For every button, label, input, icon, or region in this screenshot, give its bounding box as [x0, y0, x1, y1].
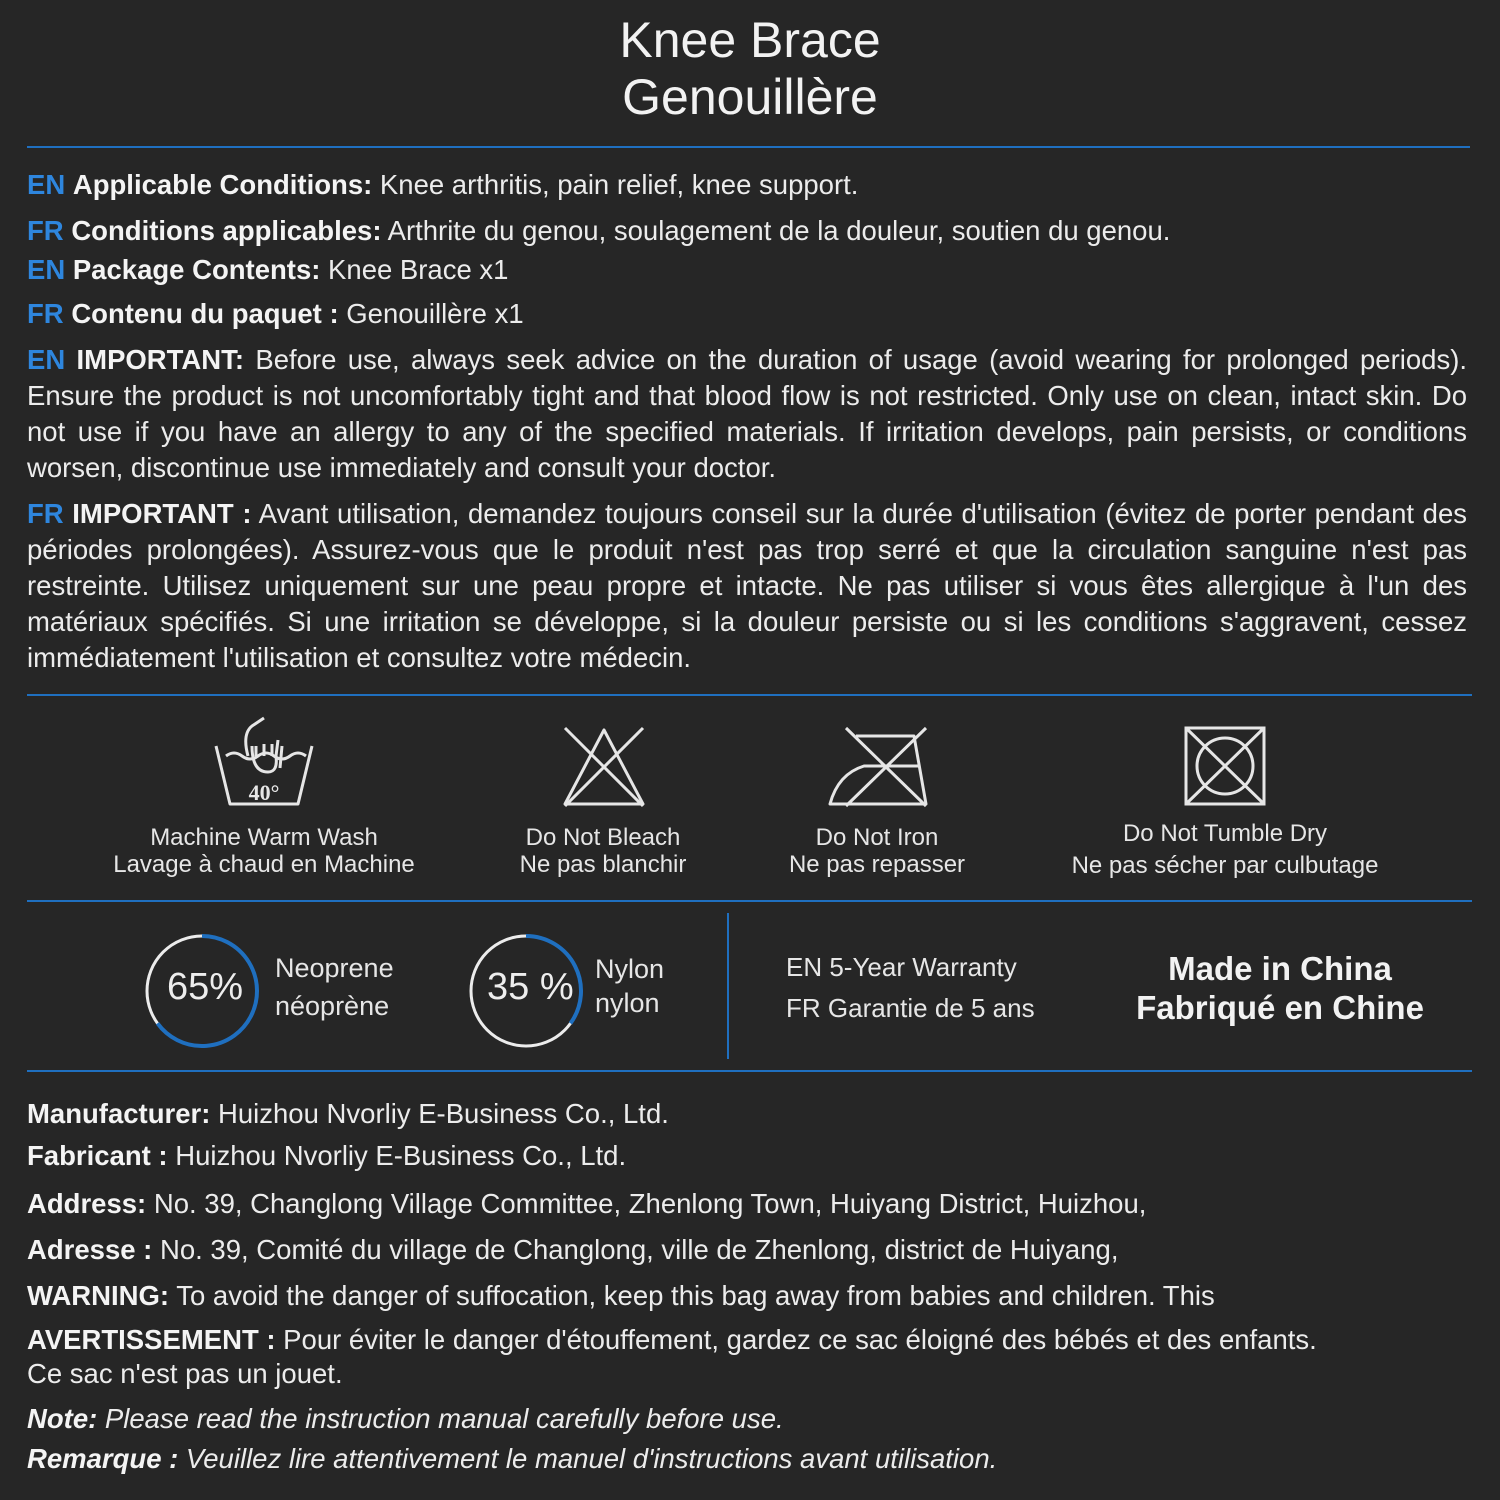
neoprene-label: Neoprene néoprène — [275, 953, 394, 1021]
manufacturer-en: Manufacturer: Huizhou Nvorliy E-Business Co., Ltd. — [27, 1098, 669, 1129]
care-label-iron: Do Not Iron Ne pas repasser — [788, 824, 966, 878]
care-label-wash: Machine Warm Wash Lavage à chaud en Machine — [113, 824, 415, 878]
care-label-bleach: Do Not Bleach Ne pas blanchir — [519, 824, 687, 878]
page-title — [0, 12, 1500, 126]
do-not-bleach-icon — [561, 724, 647, 808]
address-fr: Adresse : No. 39, Comité du village de Changlong, ville de Zhenlong, district de Huiyang, — [27, 1234, 1119, 1265]
care-label-tumble-dry: Do Not Tumble Dry Ne pas sécher par culbutage — [1071, 820, 1379, 879]
wash-temp-label: 40° — [248, 780, 280, 805]
divider-top — [27, 146, 1470, 148]
nylon-percent: 35 % — [487, 966, 574, 1008]
warranty-en: EN 5-Year Warranty — [786, 952, 1017, 982]
do-not-iron-icon — [826, 724, 930, 810]
materials-divider — [727, 913, 729, 1059]
title-en: Knee Brace — [619, 12, 881, 68]
neoprene-percent: 65% — [167, 966, 244, 1008]
nylon-label: Nylon nylon — [595, 954, 665, 1018]
title-fr: Genouillère — [622, 69, 878, 125]
warranty-fr: FR Garantie de 5 ans — [786, 993, 1035, 1023]
divider-care-top — [27, 694, 1472, 696]
address-en: Address: No. 39, Changlong Village Committee, Zhenlong Town, Huiyang District, Huizhou, — [27, 1188, 1147, 1219]
machine-wash-40-icon — [212, 716, 316, 808]
important-en: EN IMPORTANT: Before use, always seek advice on the duration of usage (avoid wearing for prolonged periods). Ensure the product is not uncomfortably tight and that blood flow is not restricted. Only use on clean, intact skin. Do not use if you have an allergy to any of the specified materials. If irritation develops, pain persists, or conditions worsen, discontinue use immediately and consult your doctor. — [27, 344, 1467, 483]
applicable-fr: FR Conditions applicables: Arthrite du genou, soulagement de la douleur, soutien du genou. — [27, 215, 1171, 246]
note-en: Note: Please read the instruction manual carefully before use. — [27, 1403, 784, 1434]
package-en: EN Package Contents: Knee Brace x1 — [27, 254, 509, 285]
made-in-china: Made in China Fabriqué en Chine — [1136, 950, 1424, 1026]
do-not-tumble-dry-icon — [1182, 724, 1268, 808]
applicable-en: EN Applicable Conditions: Knee arthritis, pain relief, knee support. — [27, 169, 859, 200]
note-fr: Remarque : Veuillez lire attentivement le manuel d'instructions avant utilisation. — [27, 1443, 998, 1474]
divider-footer — [27, 1070, 1472, 1072]
manufacturer-fr: Fabricant : Huizhou Nvorliy E-Business Co., Ltd. — [27, 1140, 627, 1171]
important-fr: FR IMPORTANT : Avant utilisation, demandez toujours conseil sur la durée d'utilisation (évitez de porter pendant des périodes prolongées). Assurez-vous que le produit n'est pas trop serré et que la circulation sanguine n'est pas restreinte. Utilisez uniquement sur une peau propre et intacte. Ne pas utiliser si vous êtes allergique à l'un des matériaux spécifiés. Si une irritation se développe, si la douleur persiste ou si les conditions s'aggravent, cessez immédiatement l'utilisation et consultez votre médecin. — [27, 498, 1467, 673]
package-fr: FR Contenu du paquet : Genouillère x1 — [27, 298, 524, 329]
divider-care-bottom — [27, 900, 1472, 902]
warning-en: WARNING: To avoid the danger of suffocation, keep this bag away from babies and children. This — [27, 1280, 1215, 1311]
warning-fr: AVERTISSEMENT : Pour éviter le danger d'étouffement, gardez ce sac éloigné des bébés et des enfants. Ce sac n'est pas un jouet. — [27, 1324, 1317, 1389]
